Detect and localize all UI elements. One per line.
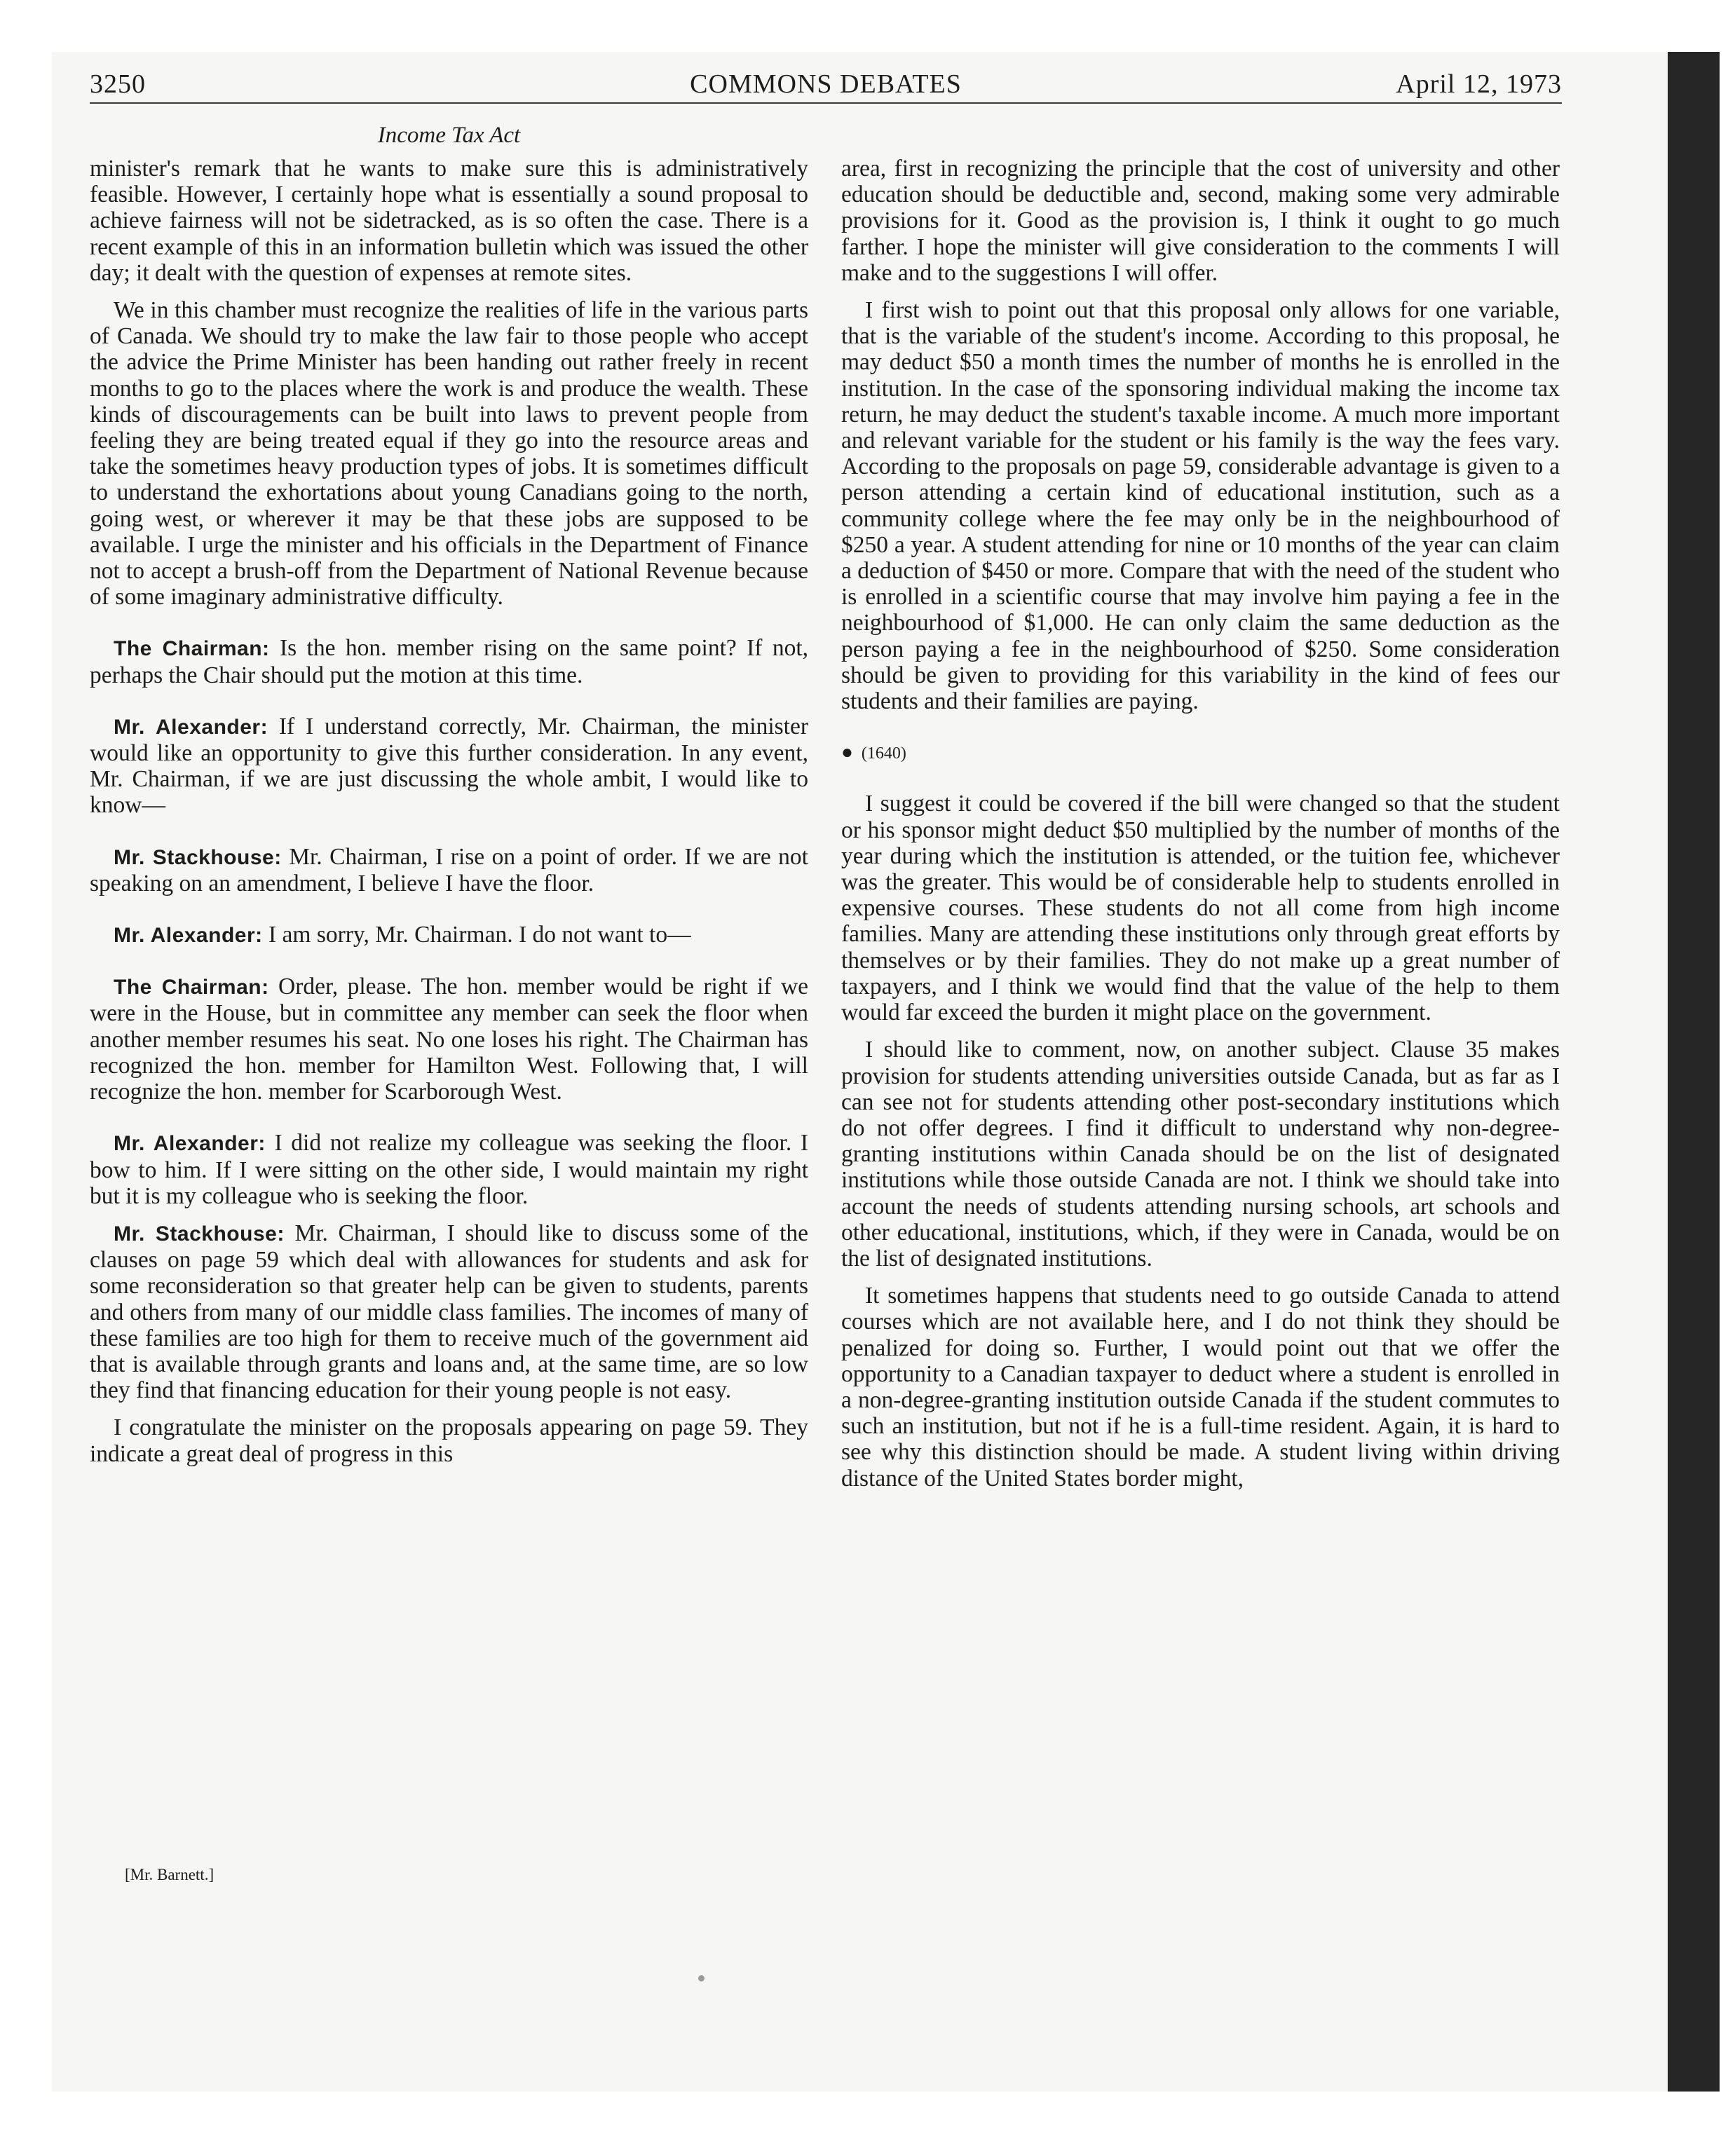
right-column: [841, 156, 1560, 1503]
speech-text: I am sorry, Mr. Chairman. I do not want to—: [268, 922, 691, 948]
speech: [90, 714, 808, 819]
scan-edge-shadow: [1668, 52, 1720, 2092]
speaker-name: Mr. Alexander:: [114, 715, 268, 739]
speech: [90, 922, 808, 948]
speech-text: Mr. Chairman, I rise on a point of order. If we are not speaking on an amendment, I believe I have the floor.: [90, 843, 808, 896]
scan-speck: [698, 1975, 705, 1981]
speaker-name: Mr. Stackhouse:: [114, 845, 282, 869]
bullet-icon: ●: [841, 742, 853, 764]
paragraph: [841, 1037, 1560, 1271]
speech: [90, 974, 808, 1105]
time-marker-text: (1640): [861, 744, 906, 763]
paragraph-text: I congratulate the minister on the proposals appearing on page 59. They indicate a great deal of progress in this: [90, 1414, 808, 1467]
speech: [90, 844, 808, 896]
speech: [90, 635, 808, 688]
speaker-footnote: [Mr. Barnett.]: [125, 1866, 215, 1883]
section-subhead: Income Tax Act: [377, 123, 521, 148]
paragraph-text: I should like to comment, now, on another subject. Clause 35 makes provision for students attending universities outside Canada, but as far as I can see not for students attending other post-secondary institutions which do not offer degrees. I find it difficult to understand why non-degree-granting institutions within Canada should be on the list of designated institutions while those outside Canada are not. I think we should take into account the needs of students attending nursing schools, art schools and other educational, institutions, which, if they were in Canada, would be on the list of designated institutions.: [841, 1037, 1560, 1271]
speech-text: I did not realize my colleague was seeking the floor. I bow to him. If I were sitting on the other side, I would maintain my right but it is my colleague who is seeking the floor.: [90, 1130, 809, 1209]
header-rule: [90, 102, 1562, 104]
paragraph: [841, 791, 1560, 1025]
speaker-name: Mr. Alexander:: [114, 924, 263, 948]
publication-date: April 12, 1973: [1396, 69, 1562, 99]
speech: [90, 1220, 808, 1403]
paragraph-text: I first wish to point out that this proposal only allows for one variable, that is the variable of the student's income. According to this proposal, he may deduct $50 a month times the number of months he is enrolled in the institution. In the case of the sponsoring individual making the income tax return, he may deduct the student's taxable income. A much more important and relevant variable for the student or his family is the way the fees vary. According to the proposals on page 59, considerable advantage is given to a person attending a certain kind of educational institution, such as a community college where the fee may only be in the neighbourhood of $250 a year. A student attending for nine or 10 months of the year can claim a deduction of $450 or more. Compare that with the need of the student who is enrolled in a scientific course that may involve him paying a fee in the neighbourhood of $1,000. He can only claim the same deduction as the person paying a fee in the neighbourhood of $250. Some consideration should be given to providing for this variability in the kind of fees our students and their families are paying.: [841, 297, 1560, 715]
paragraph: [90, 156, 808, 286]
speech-text: Mr. Chairman, I should like to discuss some of the clauses on page 59 which deal with allowances for students and ask for some reconsideration so that greater help can be given to students, parents and others from many of our middle class families. The incomes of many of these families are too high for them to receive much of the government aid that is available through grants and loans and, at the same time, are so low they find that financing education for their young people is not easy.: [90, 1220, 809, 1404]
paragraph: [841, 1283, 1560, 1492]
paragraph-text: I suggest it could be covered if the bill were changed so that the student or his sponsor might deduct $50 multiplied by the number of months of the year during which the institution is attended, or the tuition fee, whichever was the greater. This would be of considerable help to students enrolled in expensive courses. These students do not all come from high income families. Many are attending these institutions only through great efforts by themselves or by their families. They do not make up a great number of taxpayers, and I think we would find that the value of the help to them would far exceed the burden it might place on the government.: [841, 791, 1560, 1026]
speaker-name: The Chairman:: [114, 637, 270, 661]
paragraph-text: area, first in recognizing the principle that the cost of university and other education should be deductible and, second, making some very admirable provisions for it. Good as the provision is, I think it ought to go much farther. I hope the minister will give consideration to the comments I will make and to the suggestions I will offer.: [841, 156, 1560, 286]
speech-text: Order, please. The hon. member would be right if we were in the House, but in committee any member can seek the floor when another member resumes his seat. No one loses his right. The Chairman has recognized the hon. member for Hamilton West. Following that, I will recognize the hon. member for Scarborough West.: [90, 974, 809, 1105]
paragraph: [90, 1414, 808, 1466]
paragraph: [841, 156, 1560, 286]
speaker-name: Mr. Alexander:: [114, 1132, 266, 1156]
paragraph-text: It sometimes happens that students need to go outside Canada to attend courses which are not available here, and I do not think they should be penalized for doing so. Further, I would point out that we offer the opportunity to a Canadian taxpayer to deduct where a student is enrolled in a non-degree-granting institution outside Canada if the student commutes to such an institution, but not if he is a full-time resident. Again, it is hard to see why this distinction should be made. A student living within driving distance of the United States border might,: [841, 1283, 1560, 1492]
paragraph: [841, 297, 1560, 714]
speech-text: If I understand correctly, Mr. Chairman, the minister would like an opportunity to give this further consideration. In any event, Mr. Chairman, if we are just discussing the whole ambit, I would like to know—: [90, 713, 809, 819]
paragraph-text: We in this chamber must recognize the realities of life in the various parts of Canada. We should try to make the law fair to those people who accept the advice the Prime Minister has been handing out rather freely in recent months to go to the places where the work is and produce the wealth. These kinds of discouragements can be built into laws to prevent people from feeling they are being treated equal if they go into the resource areas and take the sometimes heavy production types of jobs. It is sometimes difficult to understand the exhortations about young Canadians going to the north, going west, or wherever it may be that these jobs are supposed to be available. I urge the minister and his officials in the Department of Finance not to accept a brush-off from the Department of National Revenue because of some imaginary administrative difficulty.: [90, 297, 808, 610]
speech-text: Is the hon. member rising on the same point? If not, perhaps the Chair should put the motion at this time.: [90, 635, 809, 688]
time-marker: [841, 739, 1560, 767]
paragraph-text: minister's remark that he wants to make sure this is administratively feasible. However, I certainly hope what is essentially a sound proposal to achieve fairness will not be sidetracked, as is so often the case. There is a recent example of this in an information bulletin which was issued the other day; it dealt with the question of expenses at remote sites.: [90, 156, 808, 286]
speech: [90, 1130, 808, 1209]
publication-title: COMMONS DEBATES: [690, 69, 962, 99]
speaker-name: The Chairman:: [114, 976, 269, 999]
page-number: 3250: [90, 69, 146, 99]
speaker-name: Mr. Stackhouse:: [114, 1222, 285, 1246]
paragraph: [90, 297, 808, 610]
left-column: [90, 156, 808, 1478]
